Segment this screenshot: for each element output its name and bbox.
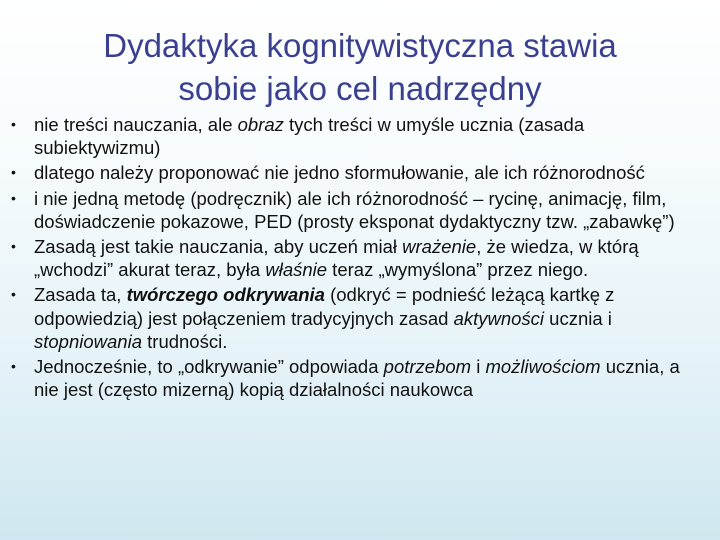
- bullet-item: [8, 187, 708, 233]
- bullet-text: , że wiedza, w którą „wchodzi” akurat teraz, była: [34, 236, 639, 281]
- bullet-item: [8, 113, 708, 159]
- bullet-marker: •: [11, 116, 16, 132]
- bullet-marker: •: [11, 164, 16, 181]
- bullet-emphasis: wrażenie: [402, 236, 477, 258]
- bullet-marker: •: [11, 238, 16, 255]
- bullet-emphasis: stopniowania: [34, 330, 142, 352]
- bullet-list: [8, 113, 708, 403]
- bullet-item: [8, 283, 708, 353]
- bullet-text: (odkryć = podnieść leżącą kartkę z odpowiedzią) jest połączeniem tradycyjnych zasad: [34, 284, 615, 329]
- bullet-text: ucznia, a nie jest (często mizerną) kopią działalności naukowca: [34, 356, 680, 401]
- bullet-emphasis: aktywności: [453, 307, 545, 329]
- slide-title-line-1: Dydaktyka kognitywistyczna stawia: [103, 27, 617, 64]
- bullet-text: nie treści nauczania, ale: [34, 114, 238, 135]
- bullet-emphasis: potrzebom: [383, 356, 472, 378]
- bullet-text: i nie jedną metodę (podręcznik) ale ich różnorodność – rycinę, animację, film, doświadczenie pokazowe, PED (prosty eksponat dydaktyczny tzw. „zabawkę”): [34, 187, 675, 232]
- bullet-marker: •: [11, 286, 16, 303]
- bullet-strong-emphasis: twórczego odkrywania: [126, 284, 325, 306]
- bullet-text: Jednocześnie, to „odkrywanie” odpowiada: [34, 356, 384, 378]
- slide-title: [0, 24, 720, 110]
- slide-title-line-2: sobie jako cel nadrzędny: [178, 70, 542, 107]
- bullet-marker: •: [11, 358, 16, 375]
- bullet-emphasis: właśnie: [265, 259, 328, 281]
- bullet-marker: •: [11, 189, 16, 206]
- bullet-text: tych treści w umyśle ucznia (zasada subiektywizmu): [34, 114, 585, 159]
- bullet-text: Zasada ta,: [34, 284, 127, 306]
- bullet-text: trudności.: [142, 330, 228, 352]
- bullet-text: ucznia i: [544, 307, 612, 329]
- bullet-text: teraz „wymyślona” przez niego.: [327, 259, 589, 281]
- bullet-emphasis: obraz: [237, 114, 284, 135]
- bullet-item: [8, 235, 708, 281]
- bullet-text: dlatego należy proponować nie jedno sformułowanie, ale ich różnorodność: [34, 162, 645, 184]
- bullet-text: i: [471, 356, 486, 378]
- bullet-item: [8, 355, 708, 401]
- bullet-emphasis: możliwościom: [485, 356, 601, 378]
- bullet-text: Zasadą jest takie nauczania, aby uczeń miał: [34, 236, 403, 258]
- bullet-item: [8, 161, 708, 184]
